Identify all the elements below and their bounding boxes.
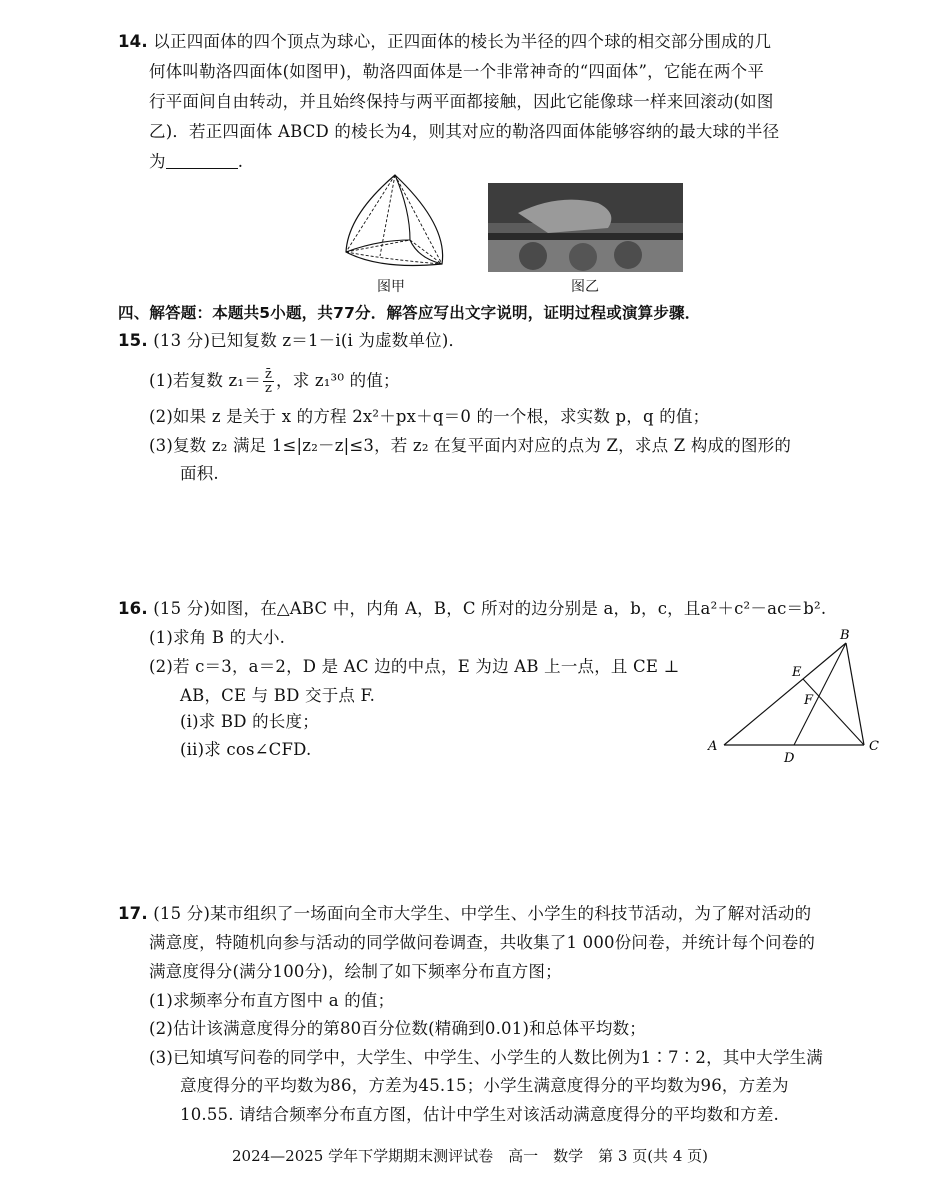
sub-question-1: (1)求角 B 的大小. <box>149 628 286 647</box>
label-c: C <box>869 739 879 754</box>
section-heading: 四、解答题：本题共5小题，共77分．解答应写出文字说明，证明过程或演算步骤． <box>118 304 701 322</box>
question-stem: (13 分)已知复数 z＝1－i(i 为虚数单位)． <box>153 331 466 350</box>
label-a: A <box>708 739 718 754</box>
figure-label-jia: 图甲 <box>377 279 405 295</box>
fraction <box>263 368 274 395</box>
question-text-line: 满意度，特随机向参与活动的同学做问卷调查，共收集了1 000份问卷，并统计每个问卷的 <box>149 933 816 952</box>
sub-question-1: (1)若复数 z₁＝ <box>149 371 261 390</box>
reuleaux-tetrahedron-figure <box>340 170 450 275</box>
question-stem: (15 分)如图，在△ABC 中，内角 A，B，C 所对的边分别是 a，b，c，且a²＋c²－ac＝b². <box>153 599 827 618</box>
rolling-photo-figure <box>488 183 683 272</box>
question-text-line: (15 分)某市组织了一场面向全市大学生、中学生、小学生的科技节活动，为了解对活动的 <box>153 904 812 923</box>
label-f: F <box>804 693 814 708</box>
question-number: 17. <box>118 904 148 923</box>
question-text-line: 满意度得分(满分100分)，绘制了如下频率分布直方图； <box>149 962 562 981</box>
label-b: B <box>840 628 850 643</box>
sub-question-2-i: (i)求 BD 的长度； <box>180 712 319 731</box>
sub-question-3-cont: 意度得分的平均数为86，方差为45.15；小学生满意度得分的平均数为96，方差为 <box>180 1076 789 1095</box>
sub-question-2: (2)如果 z 是关于 x 的方程 2x²＋px＋q＝0 的一个根，求实数 p，q 的值； <box>149 407 710 426</box>
sub-question-2: (2)估计该满意度得分的第80百分位数(精确到0.01)和总体平均数； <box>149 1019 646 1038</box>
question-text-end: . <box>237 152 244 171</box>
photo-illustration <box>488 183 683 272</box>
question-text-line: 行平面间自由转动，并且始终保持与两平面都接触，因此它能像球一样来回滚动(如图 <box>149 92 774 111</box>
fraction-numerator: z̄ <box>264 367 272 382</box>
sub-question-2-ii: (ii)求 cos∠CFD. <box>180 740 312 759</box>
question-number: 15. <box>118 331 148 350</box>
sub-question-3: (3)已知填写问卷的同学中，大学生、中学生、小学生的人数比例为1∶7∶2，其中大学生满 <box>149 1048 823 1067</box>
label-e: E <box>792 665 802 680</box>
label-d: D <box>784 751 795 765</box>
question-number: 14. <box>118 32 148 51</box>
question-text-line: 乙)．若正四面体 ABCD 的棱长为4，则其对应的勒洛四面体能够容纳的最大球的半径 <box>149 122 780 141</box>
sub-question-2-cont: AB，CE 与 BD 交于点 F. <box>180 686 376 705</box>
sub-question-3-cont: 10.55. 请结合频率分布直方图，估计中学生对该活动满意度得分的平均数和方差. <box>180 1105 779 1124</box>
page-footer: 2024—2025 学年下学期期末测评试卷 高一 数学 第 3 页(共 4 页) <box>232 1147 708 1165</box>
question-text-line: 以正四面体的四个顶点为球心，正四面体的棱长为半径的四个球的相交部分围成的几 <box>153 32 772 51</box>
question-text-line: 何体叫勒洛四面体(如图甲)，勒洛四面体是一个非常神奇的“四面体”，它能在两个平 <box>149 62 765 81</box>
sub-question-3: (3)复数 z₂ 满足 1≤|z₂－z|≤3，若 z₂ 在复平面内对应的点为 Z，求点 Z 构成的图形的 <box>149 436 792 455</box>
sub-question-1: (1)求频率分布直方图中 a 的值； <box>149 991 395 1010</box>
question-text-line: 为 <box>149 152 166 171</box>
figure-label-yi: 图乙 <box>571 279 599 295</box>
sub-question-3-cont: 面积. <box>180 464 219 483</box>
question-number: 16. <box>118 599 148 618</box>
sub-question-2: (2)若 c＝3，a＝2，D 是 AC 边的中点，E 为边 AB 上一点，且 CE ⊥ <box>149 657 680 676</box>
fraction-denominator: z <box>264 381 272 396</box>
answer-blank <box>166 152 238 169</box>
sub-question-1-end: ，求 z₁³⁰ 的值； <box>276 371 400 390</box>
triangle-abc-figure <box>700 625 890 765</box>
